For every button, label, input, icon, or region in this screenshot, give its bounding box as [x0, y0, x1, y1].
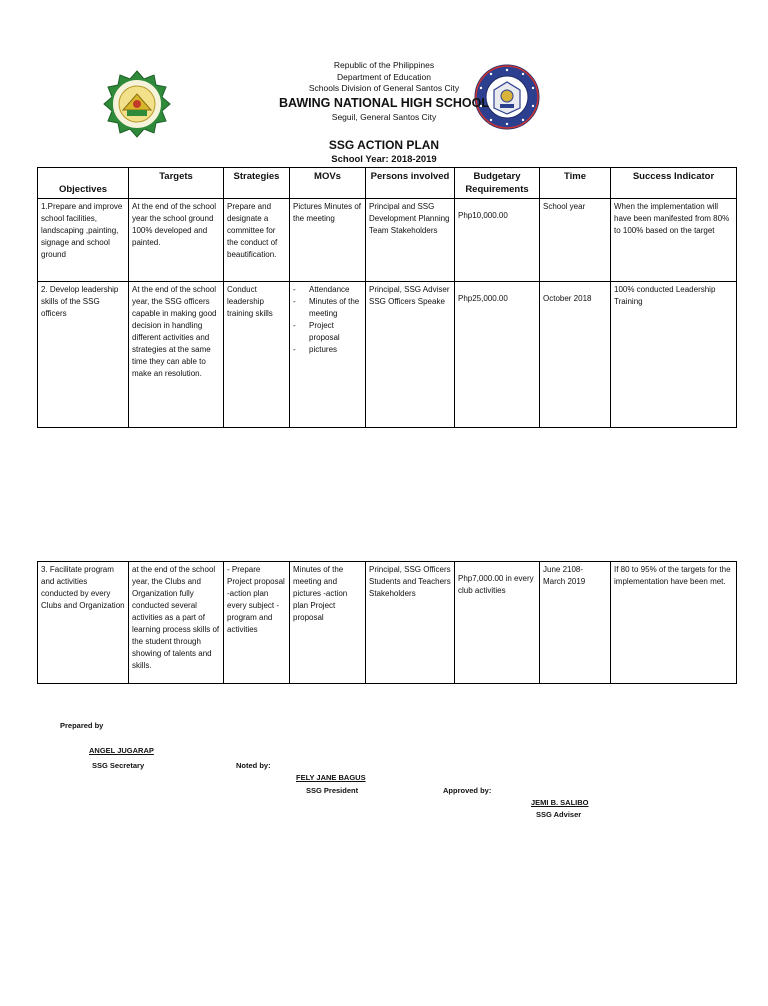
- indicator-cell: If 80 to 95% of the targets for the implementation have been met.: [611, 562, 737, 684]
- movs-cell: Pictures Minutes of the meeting: [290, 199, 366, 282]
- persons-cell: Principal, SSG Adviser SSG Officers Speake: [366, 282, 455, 428]
- table-row: [38, 199, 737, 282]
- noted-by-role: SSG President: [306, 786, 359, 795]
- strategy-cell: Prepare and designate a committee for the conduct of beautification.: [224, 199, 290, 282]
- budget-cell: Php25,000.00: [455, 282, 540, 428]
- time-cell: June 2108- March 2019: [540, 562, 611, 684]
- objective-cell: 2. Develop leadership skills of the SSG officers: [38, 282, 129, 428]
- strategy-cell: - Prepare Project proposal -action plan every subject -program and activities: [224, 562, 290, 684]
- school-year: School Year: 2018-2019: [331, 154, 437, 165]
- list-item: - Minutes of the meeting: [293, 296, 362, 320]
- action-plan-table-continued: [37, 561, 737, 684]
- col-indicator: Success Indicator: [611, 168, 737, 199]
- approved-by-name: JEMI B. SALIBO: [531, 798, 589, 807]
- header-republic: Republic of the Philippines: [333, 60, 435, 70]
- list-item: - Attendance: [293, 284, 362, 296]
- col-targets: Targets: [129, 168, 224, 199]
- table-row: [38, 562, 737, 684]
- noted-by-label: Noted by:: [236, 761, 271, 770]
- indicator-cell: When the implementation will have been manifested from 80% to 100% based on the target: [611, 199, 737, 282]
- col-budget: Budgetary Requirements: [455, 168, 540, 199]
- movs-cell: [290, 282, 366, 428]
- col-objectives: Objectives: [38, 168, 129, 199]
- approved-by-label: Approved by:: [443, 786, 492, 795]
- movs-cell: Minutes of the meeting and pictures -action plan Project proposal: [290, 562, 366, 684]
- col-time: Time: [540, 168, 611, 199]
- school-name: BAWING NATIONAL HIGH SCHOOL: [279, 96, 489, 110]
- header-division: Schools Division of General Santos City: [308, 83, 460, 93]
- prepared-by-role: SSG Secretary: [92, 761, 145, 770]
- school-address: Seguil, General Santos City: [331, 112, 437, 122]
- persons-cell: Principal, SSG Officers Students and Teachers Stakeholders: [366, 562, 455, 684]
- indicator-cell: 100% conducted Leadership Training: [611, 282, 737, 428]
- objective-cell: 1.Prepare and improve school facilities, landscaping ,painting, signage and school ground: [38, 199, 129, 282]
- time-cell: School year: [540, 199, 611, 282]
- action-plan-table: [37, 167, 737, 428]
- table-row: [38, 282, 737, 428]
- table-header-row: [38, 168, 737, 199]
- list-item: - Project proposal: [293, 320, 362, 344]
- list-item: - pictures: [293, 344, 362, 356]
- strategy-cell: Conduct leadership training skills: [224, 282, 290, 428]
- col-persons: Persons involved: [366, 168, 455, 199]
- prepared-by-label: Prepared by: [60, 721, 104, 730]
- target-cell: At the end of the school year, the SSG officers capable in making good decision in handling different activities and strategies at the same time they can able to make an resolution.: [129, 282, 224, 428]
- col-movs: MOVs: [290, 168, 366, 199]
- target-cell: at the end of the school year, the Clubs and Organization fully conducted several activities as a part of learning process skills of the student through showing of talents and skills.: [129, 562, 224, 684]
- header-department: Department of Education: [336, 72, 432, 82]
- time-cell: October 2018: [540, 282, 611, 428]
- budget-cell: Php10,000.00: [455, 199, 540, 282]
- page-title: SSG ACTION PLAN: [328, 138, 440, 152]
- col-strategies: Strategies: [224, 168, 290, 199]
- prepared-by-name: ANGEL JUGARAP: [89, 746, 154, 755]
- noted-by-name: FELY JANE BAGUS: [296, 773, 366, 782]
- movs-list: [293, 284, 362, 356]
- target-cell: At the end of the school year the school ground 100% developed and painted.: [129, 199, 224, 282]
- persons-cell: Principal and SSG Development Planning Team Stakeholders: [366, 199, 455, 282]
- objective-cell: 3. Facilitate program and activities conducted by every Clubs and Organization: [38, 562, 129, 684]
- budget-cell: Php7,000.00 in every club activities: [455, 562, 540, 684]
- approved-by-role: SSG Adviser: [536, 810, 582, 819]
